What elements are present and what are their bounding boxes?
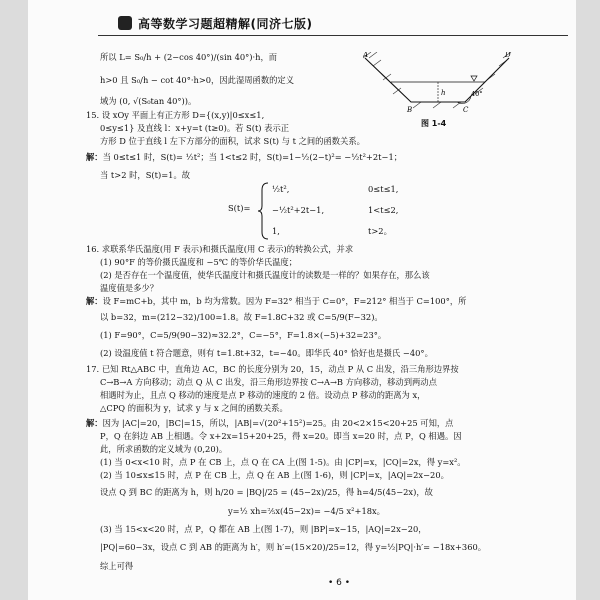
text-line: (2) 是否存在一个温度值，使华氏温度计和摄氏温度计的读数是一样的？如果存在，那么该 — [100, 270, 430, 280]
text-line: C→B→A 方向移动；动点 Q 从 C 出发，沿三角形边界按 C→A→B 方向移动，移动到两动点 — [100, 377, 437, 387]
channel-outline — [365, 58, 509, 102]
piecewise-brace — [258, 182, 270, 240]
running-header — [118, 12, 312, 34]
header-rule — [98, 35, 568, 36]
fig-label-d: D — [505, 52, 511, 59]
text-line: 相遇时为止，且点 Q 移动的速度是点 P 移动的速度的 2 倍。设动点 P 移动的距离为 x， — [100, 390, 426, 400]
document-page — [28, 0, 576, 600]
case-expr: −½t²+2t−1, — [272, 205, 325, 215]
water-level-marker — [471, 76, 477, 81]
book-title: 高等数学习题超精解(同济七版) — [138, 16, 313, 31]
page-number: • 6 • — [328, 578, 351, 588]
piecewise-lhs: S(t)= — [228, 203, 251, 213]
text-line: 方形 D 位于直线 l 左下方部分的面积，试求 S(t) 与 t 之间的函数关系。 — [100, 136, 365, 146]
text-line: (3) 当 15<x<20 时，点 P，Q 都在 AB 上(图 1-7)，则 |BP|=x−15，|AQ|=2x−20， — [100, 524, 427, 534]
solution-15: 解：当 0≤t≤1 时，S(t)= ½t²；当 1<t≤2 时，S(t)=1−½(2−t)²= −½t²+2t−1； — [86, 152, 403, 162]
text-line: (2) 设温度值 t 符合题意，则有 t=1.8t+32，t=−40。即华氏 40° 恰好也是摄氏 −40°。 — [100, 348, 433, 358]
text-line: 综上可得 — [100, 561, 134, 571]
text-line: P，Q 在斜边 AB 上相遇。令 x+2x=15+20+25，得 x=20。即当 x=20 时，点 P，Q 相遇。因 — [100, 431, 462, 441]
fig-label-h: h — [441, 89, 446, 97]
case-expr: 1, — [272, 226, 280, 236]
text-line: 0≤y≤1} 及直线 l：x+y=t (t≥0)。若 S(t) 表示正 — [100, 123, 290, 133]
fig-label-a: A — [363, 52, 369, 59]
problem-17: 17. 已知 Rt△ABC 中，直角边 AC，BC 的长度分别为 20，15，动点 P 从 C 出发，沿三角形边界按 — [86, 364, 459, 374]
text-line: 温度值是多少？ — [100, 283, 159, 293]
text-line: 域为 (0, √(S₀tan 40°))。 — [100, 96, 197, 106]
text-line: 设点 Q 到 BC 的距离为 h，则 h/20 = |BQ|/25 = (45−2x)/25，得 h=4/5(45−2x)，故 — [100, 487, 433, 497]
text-line: 以 b=32，m=(212−32)/100=1.8。故 F=1.8C+32 或 C=5/9(F−32)。 — [100, 312, 383, 322]
text-line: h>0 且 S₀/h − cot 40°·h>0，因此湿周函数的定义 — [100, 75, 295, 85]
figure-caption: 图 1-4 — [421, 119, 447, 128]
solution-16: 解：设 F=mC+b，其中 m，b 均为常数。因为 F=32° 相当于 C=0°，F=212° 相当于 C=100°，所 — [86, 296, 467, 306]
case-cond: t>2。 — [368, 226, 392, 236]
case-cond: 1<t≤2, — [368, 205, 399, 215]
problem-16: 16. 求联系华氏温度(用 F 表示)和摄氏温度(用 C 表示)的转换公式，并求 — [86, 244, 354, 254]
case-expr: ½t², — [272, 184, 290, 194]
display-equation: y=½ xh=⅖x(45−2x)= −4/5 x²+18x。 — [228, 506, 385, 516]
text-line: (2) 当 10≤x≤15 时，点 P 在 CB 上，点 Q 在 AB 上(图 1-6)，则 |CP|=x，|AQ|=2x−20。 — [100, 470, 449, 480]
text-line: 当 t>2 时，S(t)=1。故 — [100, 170, 191, 180]
fig-label-b: B — [407, 106, 413, 114]
solution-17: 解：因为 |AC|=20，|BC|=15，所以，|AB|=√(20²+15²)=25。由 20<2×15<20+25 可知，点 — [86, 418, 454, 428]
channel-diagram — [363, 52, 513, 114]
book-icon — [118, 16, 132, 30]
text-line: 此，所求函数的定义域为 (0,20)。 — [100, 444, 228, 454]
fig-label-c: C — [463, 106, 469, 114]
text-line: (1) 当 0<x<10 时，点 P 在 CB 上，点 Q 在 CA 上(图 1-5)。由 |CP|=x，|CQ|=2x，得 y=x²。 — [100, 457, 466, 467]
text-line: △CPQ 的面积为 y，试求 y 与 x 之间的函数关系。 — [100, 403, 288, 413]
problem-15: 15. 设 xOy 平面上有正方形 D={(x,y)|0≤x≤1, — [86, 110, 265, 120]
text-line: (1) 90°F 的等价摄氏温度和 −5℃ 的等价华氏温度； — [100, 257, 298, 267]
text-line: (1) F=90°，C=5/9(90−32)≈32.2°，C=−5°，F=1.8×(−5)+32=23°。 — [100, 330, 387, 340]
text-line: 所以 L= S₀/h + (2−cos 40°)/(sin 40°)·h，而 — [100, 52, 278, 62]
case-cond: 0≤t≤1, — [368, 184, 399, 194]
ground-hatching — [363, 52, 511, 108]
fig-label-angle: 40° — [471, 90, 483, 98]
text-line: |PQ|=60−3x，设点 C 到 AB 的距离为 h′，则 h′=(15×20)/25=12，得 y=½|PQ|·h′= −18x+360。 — [100, 542, 487, 552]
